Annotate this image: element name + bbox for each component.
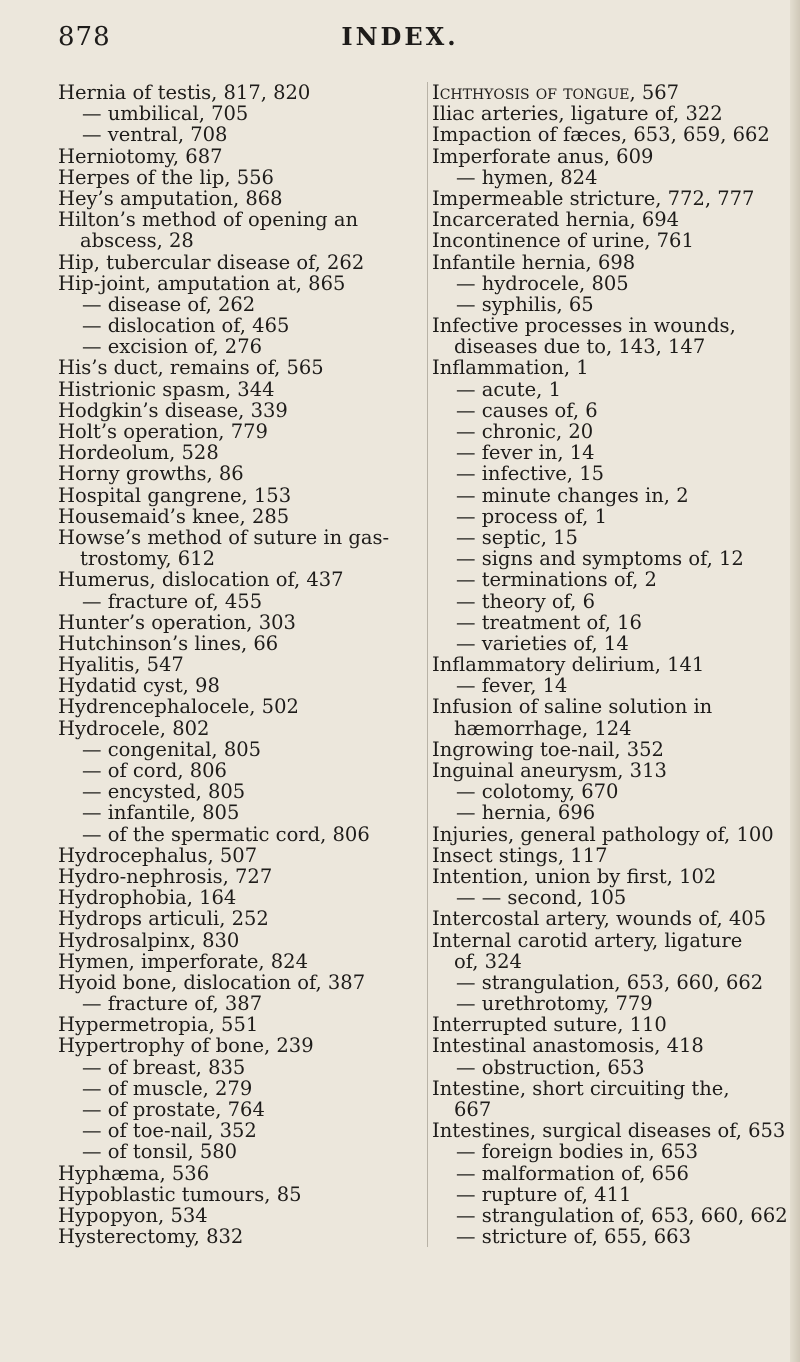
index-entry: — varieties of, 14 <box>456 631 629 655</box>
index-entry: Humerus, dislocation of, 437 <box>58 568 344 592</box>
index-entry: — of cord, 806 <box>82 759 227 782</box>
index-entry: Hip, tubercular disease of, 262 <box>58 250 365 274</box>
index-entry: — urethrotomy, 779 <box>456 992 653 1016</box>
index-entry: Hospital gangrene, 153 <box>58 483 292 507</box>
index-entry: diseases due to, 143, 147 <box>454 335 706 359</box>
index-entry: Hyalitis, 547 <box>58 653 184 677</box>
index-entry: Iliac arteries, ligature of, 322 <box>432 102 723 126</box>
page-number: 878 <box>58 22 111 52</box>
index-entry: — of tonsil, 580 <box>82 1140 238 1164</box>
running-head: INDEX. <box>341 22 459 51</box>
index-entry: Insect stings, 117 <box>432 843 608 867</box>
index-entry: Hypopyon, 534 <box>58 1203 208 1227</box>
index-entry: — theory of, 6 <box>456 589 595 613</box>
index-entry: — hernia, 696 <box>456 801 596 825</box>
index-entry: Infantile hernia, 698 <box>432 250 636 274</box>
index-entry: — terminations of, 2 <box>456 568 657 592</box>
index-entry: Hyoid bone, dislocation of, 387 <box>58 970 366 994</box>
index-entry: — of prostate, 764 <box>82 1098 265 1121</box>
index-entry: — treatment of, 16 <box>456 610 642 634</box>
index-entry: — syphilis, 65 <box>456 292 594 316</box>
index-entry: — infective, 15 <box>456 462 605 486</box>
index-entry: of, 324 <box>454 949 522 973</box>
index-entry: — congenital, 805 <box>82 737 262 761</box>
index-entry: Hernia of testis, 817, 820 <box>58 81 311 104</box>
index-entry: — dislocation of, 465 <box>82 314 290 338</box>
index-entry: — infantile, 805 <box>82 801 240 825</box>
index-entry: Hey’s amputation, 868 <box>58 186 283 210</box>
index-entry: Intestinal anastomosis, 418 <box>432 1034 704 1058</box>
index-entry: — of the spermatic cord, 806 <box>82 822 370 846</box>
index-entry: Impermeable stricture, 772, 777 <box>432 186 755 210</box>
index-entry: Housemaid’s knee, 285 <box>58 504 290 528</box>
index-entry: — disease of, 262 <box>82 292 256 316</box>
index-entry: — of breast, 835 <box>82 1055 246 1079</box>
index-entry: trostomy, 612 <box>80 547 216 571</box>
index-entry: Infective processes in wounds, <box>432 314 736 338</box>
index-entry: — colotomy, 670 <box>456 780 619 804</box>
index-entry: Incarcerated hernia, 694 <box>432 208 680 232</box>
index-entry: — encysted, 805 <box>82 780 246 804</box>
index-entry: Hodgkin’s disease, 339 <box>58 398 288 422</box>
index-entry: Histrionic spasm, 344 <box>58 377 275 401</box>
index-entry: — signs and symptoms of, 12 <box>456 547 744 571</box>
index-entry: Hilton’s method of opening an <box>58 208 359 232</box>
index-entry: Hordeolum, 528 <box>58 441 219 465</box>
index-entry: Hydrophobia, 164 <box>58 886 237 910</box>
index-entry: — chronic, 20 <box>456 420 594 443</box>
index-entry: — process of, 1 <box>456 504 607 528</box>
index-entry: Ingrowing toe-nail, 352 <box>432 737 664 761</box>
index-entry: Horny growths, 86 <box>58 462 244 486</box>
index-entry: Impaction of fæces, 653, 659, 662 <box>432 123 770 147</box>
index-entry: Hypoblastic tumours, 85 <box>58 1182 302 1206</box>
index-entry: Ichthyosis of tongue, 567 <box>432 81 680 104</box>
index-entry: Holt’s operation, 779 <box>58 420 268 443</box>
index-entry: His’s duct, remains of, 565 <box>58 356 324 380</box>
index-entry: Infusion of saline solution in <box>432 695 713 719</box>
index-entry: Intestines, surgical diseases of, 653 <box>432 1119 786 1143</box>
index-entry: — acute, 1 <box>456 377 561 401</box>
index-entry: Hyphæma, 536 <box>58 1161 210 1185</box>
right-index-column <box>427 82 790 1247</box>
index-entry: Hunter’s operation, 303 <box>58 610 296 634</box>
index-entry: — rupture of, 411 <box>456 1182 632 1206</box>
index-entry: — ventral, 708 <box>82 123 228 147</box>
index-entry: — fever in, 14 <box>456 441 595 465</box>
left-index-column <box>58 82 414 1247</box>
index-entry: Hypertrophy of bone, 239 <box>58 1034 314 1058</box>
index-entry: 667 <box>454 1098 492 1121</box>
index-entry: Hydrocephalus, 507 <box>58 843 258 867</box>
index-entry: — septic, 15 <box>456 525 578 549</box>
index-entry: — fracture of, 387 <box>82 992 263 1016</box>
index-entry: Internal carotid artery, ligature <box>432 928 743 952</box>
index-entry: Hypermetropia, 551 <box>58 1013 259 1037</box>
index-entry: Hutchinson’s lines, 66 <box>58 631 279 655</box>
index-entry: Herpes of the lip, 556 <box>58 165 274 189</box>
index-entry: Hydrocele, 802 <box>58 716 210 740</box>
index-entry: Herniotomy, 687 <box>58 144 223 168</box>
index-entry: Inguinal aneurysm, 313 <box>432 759 667 782</box>
index-entry: — umbilical, 705 <box>82 102 249 126</box>
index-entry: Intercostal artery, wounds of, 405 <box>432 907 767 931</box>
index-entry: — — second, 105 <box>456 886 627 910</box>
index-entry: — of muscle, 279 <box>82 1076 253 1100</box>
index-entry: — fracture of, 455 <box>82 589 263 613</box>
index-entry: Hydrosalpinx, 830 <box>58 928 240 952</box>
index-entry: Howse’s method of suture in gas- <box>58 525 390 549</box>
index-entry: Inflammation, 1 <box>432 356 589 380</box>
index-entry: — foreign bodies in, 653 <box>456 1140 699 1164</box>
index-entry: — of toe-nail, 352 <box>82 1119 257 1143</box>
index-entry: Hydatid cyst, 98 <box>58 674 220 698</box>
index-entry: abscess, 28 <box>80 229 194 253</box>
index-entry: — excision of, 276 <box>82 335 263 359</box>
index-entry: Hydrencephalocele, 502 <box>58 695 299 719</box>
index-entry: — obstruction, 653 <box>456 1055 645 1079</box>
index-entry: Intention, union by first, 102 <box>432 864 717 888</box>
index-entry: Inflammatory delirium, 141 <box>432 653 705 677</box>
index-entry: — fever, 14 <box>456 674 568 698</box>
index-entry: Incontinence of urine, 761 <box>432 229 694 253</box>
index-entry: Hymen, imperforate, 824 <box>58 949 308 973</box>
page-header <box>0 22 800 58</box>
index-entry: Imperforate anus, 609 <box>432 144 654 168</box>
index-entry: Hydrops articuli, 252 <box>58 907 269 931</box>
index-entry: — stricture of, 655, 663 <box>456 1225 691 1249</box>
page-edge-shadow <box>790 0 800 1362</box>
index-entry: — hydrocele, 805 <box>456 271 629 295</box>
index-entry: Hydro-nephrosis, 727 <box>58 864 273 888</box>
index-entry: Intestine, short circuiting the, <box>432 1076 730 1100</box>
index-entry: Hip-joint, amputation at, 865 <box>58 271 346 295</box>
index-entry: Injuries, general pathology of, 100 <box>432 822 774 846</box>
index-entry: Interrupted suture, 110 <box>432 1013 667 1037</box>
index-entry: — malformation of, 656 <box>456 1161 689 1185</box>
index-entry: — strangulation of, 653, 660, 662 <box>456 1203 788 1227</box>
index-entry: hæmorrhage, 124 <box>454 716 632 740</box>
index-entry: — hymen, 824 <box>456 165 598 189</box>
index-entry: — strangulation, 653, 660, 662 <box>456 970 764 994</box>
index-entry: — causes of, 6 <box>456 398 598 422</box>
index-entry: — minute changes in, 2 <box>456 483 689 507</box>
index-entry: Hysterectomy, 832 <box>58 1225 244 1249</box>
